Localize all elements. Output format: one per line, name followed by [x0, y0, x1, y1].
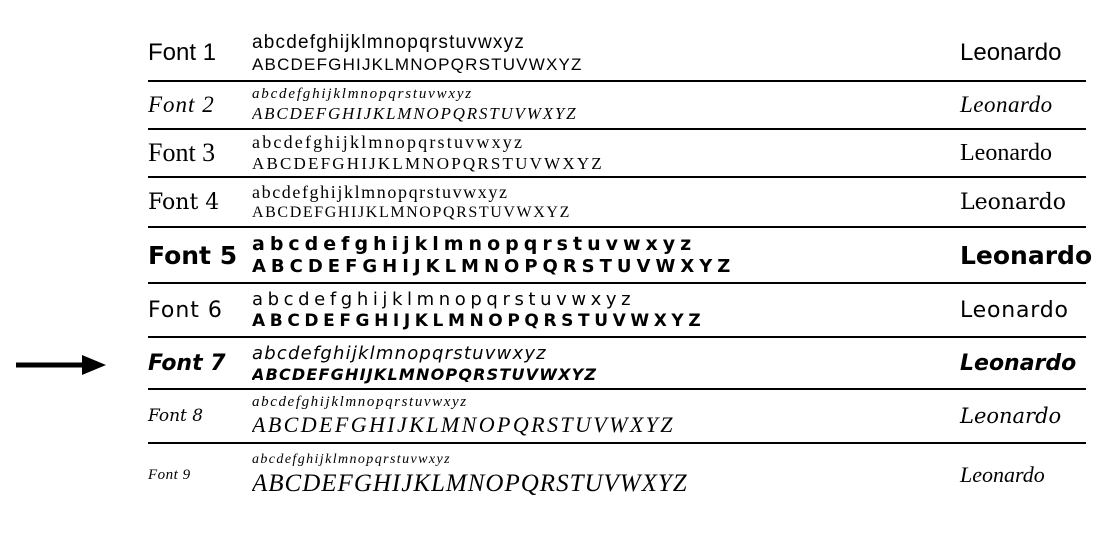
alphabet-uppercase: ABCDEFGHIJKLMNOPQRSTUVWXYZ: [252, 104, 578, 123]
alphabet-sample: [252, 132, 960, 174]
alphabet-uppercase: ABCDEFGHIJKLMNOPQRSTUVWXYZ: [252, 364, 598, 384]
table-row: [148, 284, 1086, 338]
table-row: [148, 178, 1086, 228]
font-table: [148, 26, 1093, 506]
alphabet-sample: [252, 452, 960, 498]
alphabet-sample: [252, 233, 960, 277]
sample-word: Leonardo: [960, 462, 1045, 487]
sample-word: Leonardo: [960, 92, 1053, 117]
alphabet-lowercase: abcdefghijklmnopqrstuvwxyz: [252, 31, 526, 53]
alphabet-uppercase: ABCDEFGHIJKLMNOPQRSTUVWXYZ: [252, 470, 688, 497]
font-name: Font 9: [148, 466, 191, 483]
sample-word: Leonardo: [960, 189, 1067, 215]
right-arrow-icon: [14, 352, 106, 378]
sample-word: Leonardo: [960, 240, 1093, 270]
alphabet-sample: [252, 86, 960, 124]
alphabet-lowercase: abcdefghijklmnopqrstuvwxyz: [252, 132, 525, 152]
alphabet-uppercase: ABCDEFGHIJKLMNOPQRSTUVWXYZ: [252, 412, 675, 437]
alphabet-lowercase: abcdefghijklmnopqrstuvwxyz: [252, 452, 451, 467]
font-name: Font 5: [148, 240, 238, 270]
table-row: [148, 444, 1086, 506]
sample-word: Leonardo: [960, 297, 1069, 323]
font-name: Font 8: [148, 406, 204, 426]
alphabet-sample: [252, 32, 960, 75]
font-name: Font 4: [148, 189, 220, 215]
font-name: Font 7: [148, 350, 226, 376]
alphabet-sample: [252, 394, 960, 438]
alphabet-lowercase: abcdefghijklmnopqrstuvwxyz: [252, 86, 473, 102]
table-row: [148, 228, 1093, 284]
alphabet-uppercase: ABCDEFGHIJKLMNOPQRSTUVWXYZ: [252, 54, 583, 74]
table-row: [148, 338, 1086, 390]
alphabet-lowercase: abcdefghijklmnopqrstuvwxyz: [252, 182, 509, 202]
font-name: Font 1: [148, 39, 217, 66]
sample-word: Leonardo: [960, 39, 1062, 66]
table-row: [148, 130, 1086, 178]
table-row: [148, 390, 1086, 444]
sample-word: Leonardo: [960, 404, 1062, 428]
font-name: Font 2: [148, 92, 215, 117]
alphabet-lowercase: abcdefghijklmnopqrstuvwxyz: [252, 342, 547, 364]
alphabet-lowercase: abcdefghijklmnopqrstuvwxyz: [252, 289, 636, 310]
alphabet-uppercase: ABCDEFGHIJKLMNOPQRSTUVWXYZ: [252, 204, 571, 221]
font-name: Font 6: [148, 297, 223, 323]
alphabet-uppercase: ABCDEFGHIJKLMNOPQRSTUVWXYZ: [252, 311, 706, 331]
alphabet-lowercase: abcdefghijklmnopqrstuvwxyz: [252, 233, 697, 255]
sample-word: Leonardo: [960, 350, 1077, 376]
table-row: [148, 26, 1086, 82]
table-row: [148, 82, 1086, 130]
alphabet-sample: [252, 343, 960, 384]
alphabet-uppercase: ABCDEFGHIJKLMNOPQRSTUVWXYZ: [252, 256, 736, 277]
font-name: Font 3: [148, 138, 216, 167]
alphabet-sample: [252, 182, 960, 222]
alphabet-sample: [252, 289, 960, 331]
alphabet-uppercase: ABCDEFGHIJKLMNOPQRSTUVWXYZ: [252, 154, 604, 173]
sample-word: Leonardo: [960, 139, 1052, 166]
alphabet-lowercase: abcdefghijklmnopqrstuvwxyz: [252, 394, 468, 410]
